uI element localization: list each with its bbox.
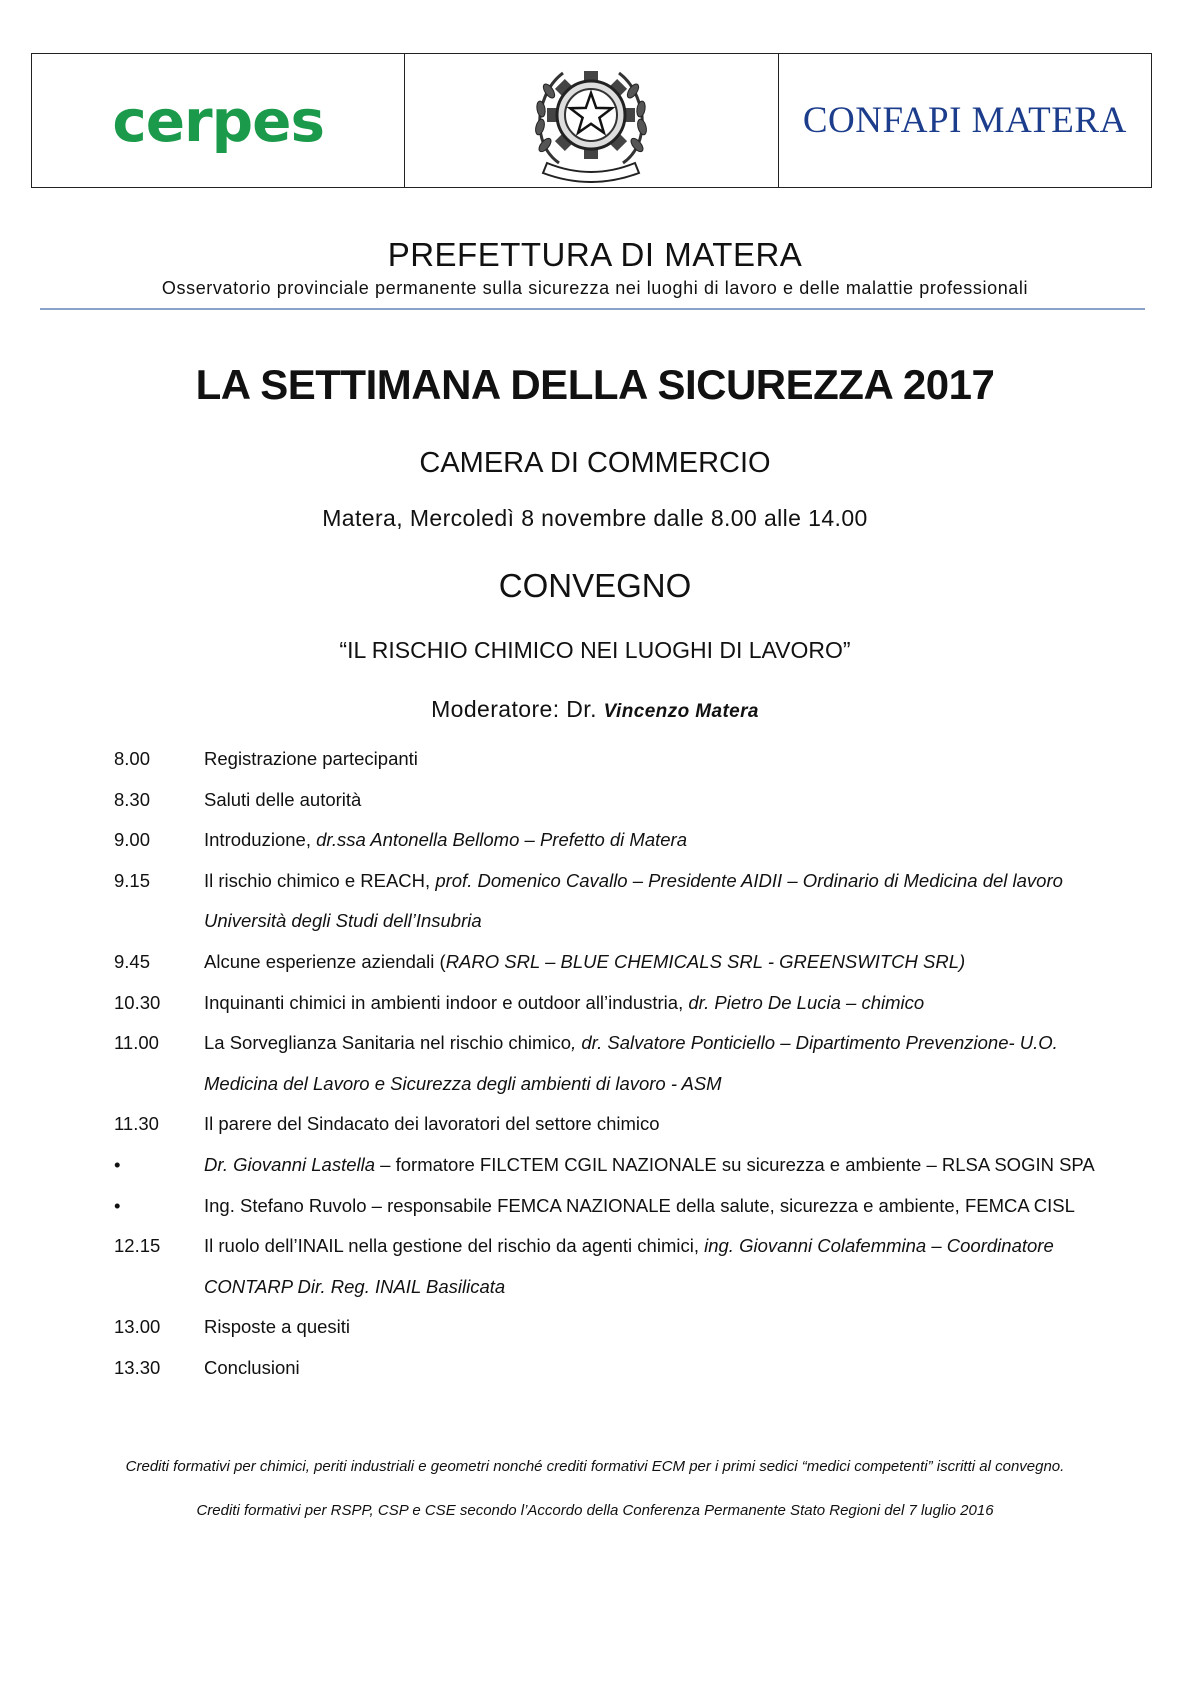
cerpes-logo: cerpes [112,86,325,155]
program-time: 10.30 [114,991,161,1013]
program-item-continuation [0,1073,1190,1114]
event-datetime: Matera, Mercoledì 8 novembre dalle 8.00 alle 14.00 [322,505,868,531]
program-speaker: Medicina del Lavoro e Sicurezza degli ambienti di lavoro - ASM [204,1072,722,1094]
cerpes-logo-cell [32,54,404,187]
program-text: Ing. Stefano Ruvolo – responsabile FEMCA NAZIONALE della salute, sicurezza e ambiente, FEMCA CISL [204,1194,1075,1216]
program-time: 11.00 [114,1032,159,1054]
program-item [0,1316,1190,1357]
bullet-icon: • [114,1194,121,1216]
credits-note-2: Crediti formativi per RSPP, CSP e CSE secondo l’Accordo della Conferenza Permanente Stato Regioni del 7 luglio 2016 [196,1502,994,1519]
prefettura-title: PREFETTURA DI MATERA [387,236,803,273]
program-text: Risposte a quesiti [204,1316,351,1338]
emblem-cell [404,54,777,187]
program-time: 13.30 [114,1356,161,1378]
program-text: Saluti delle autorità [204,788,362,810]
program-speaker: CONTARP Dir. Reg. INAIL Basilicata [204,1275,506,1297]
program-text: Registrazione partecipanti [204,748,418,769]
event-theme: “IL RISCHIO CHIMICO NEI LUOGHI DI LAVORO” [339,637,851,663]
confapi-logo: CONFAPI MATERA [802,100,1127,141]
program-text: Il parere del Sindacato dei lavoratori del settore chimico [204,1113,660,1135]
program-item [0,992,1190,1033]
program-time: 9.15 [114,869,151,891]
divider [40,308,1145,310]
moderator-label: Moderatore: Dr. [431,696,604,722]
logo-header [31,53,1152,188]
program-item [0,789,1190,830]
program-time: 9.45 [114,950,151,972]
program-speaker: Università degli Studi dell’Insubria [204,910,482,932]
program-item [0,870,1190,911]
program-time: 12.15 [114,1235,161,1257]
program-text: Il rischio chimico e REACH, prof. Domenico Cavallo – Presidente AIDII – Ordinario di Medicina del lavoro [204,869,1063,891]
program-speaker: Dr. Giovanni Lastella [204,1153,376,1175]
program-item [0,829,1190,870]
program-text: Il ruolo dell’INAIL nella gestione del rischio da agenti chimici, ing. Giovanni Colafemmina – Coordinatore [204,1235,1054,1257]
program-item [0,1357,1190,1398]
program-text: Alcune esperienze aziendali (RARO SRL – BLUE CHEMICALS SRL - GREENSWITCH SRL) [204,950,966,972]
program-text: La Sorveglianza Sanitaria nel rischio chimico, dr. Salvatore Ponticiello – Dipartimento Prevenzione- U.O. [204,1032,1058,1054]
program-text: Conclusioni [204,1356,300,1378]
prefettura-subtitle: Osservatorio provinciale permanente sulla sicurezza nei luoghi di lavoro e delle malattie professionali [161,278,1029,298]
credits-note-1: Crediti formativi per chimici, periti industriali e geometri nonché crediti formativi ECM per i primi sedici “medici competenti” iscritti al convegno. [125,1458,1065,1475]
program-time: 9.00 [114,829,151,851]
program-text: Inquinanti chimici in ambienti indoor e outdoor all’industria, dr. Pietro De Lucia – chimico [204,991,925,1013]
program-item-continuation [0,910,1190,951]
program-item [0,1032,1190,1073]
moderator-name: Vincenzo Matera [603,701,759,722]
program-time: 13.00 [114,1316,161,1338]
program-speaker: dr. Pietro De Lucia – chimico [688,991,925,1013]
confapi-logo-cell [778,54,1151,187]
program-time: 8.00 [114,748,151,769]
program-text: Dr. Giovanni Lastella – formatore FILCTEM CGIL NAZIONALE su sicurezza e ambiente – RLSA SOGIN SPA [204,1153,1095,1175]
program-list [0,748,1190,1398]
program-speaker: , dr. Salvatore Ponticiello – Dipartimento Prevenzione- U.O. [571,1032,1058,1054]
program-item [0,951,1190,992]
program-speaker: prof. Domenico Cavallo – Presidente AIDII – Ordinario di Medicina del lavoro [435,869,1063,891]
program-time: 8.30 [114,788,151,810]
program-speaker: RARO SRL – BLUE CHEMICALS SRL - GREENSWITCH SRL) [445,950,966,972]
emblem-of-italy-icon [529,59,653,183]
program-subitem [0,1154,1190,1195]
program-time: 11.30 [114,1113,159,1135]
event-type: CONVEGNO [498,567,692,604]
program-item [0,1113,1190,1154]
program-item-continuation [0,1276,1190,1317]
event-title: LA SETTIMANA DELLA SICUREZZA 2017 [195,361,995,408]
program-subitem [0,1195,1190,1236]
program-item [0,1235,1190,1276]
program-speaker: ing. Giovanni Colafemmina – Coordinatore [704,1235,1054,1257]
program-text: Introduzione, dr.ssa Antonella Bellomo – Prefetto di Matera [204,829,687,851]
moderator [0,696,1190,723]
program-item [0,748,1190,789]
bullet-icon: • [114,1153,121,1175]
event-venue: CAMERA DI COMMERCIO [419,447,771,479]
program-speaker: dr.ssa Antonella Bellomo – Prefetto di Matera [316,829,687,851]
